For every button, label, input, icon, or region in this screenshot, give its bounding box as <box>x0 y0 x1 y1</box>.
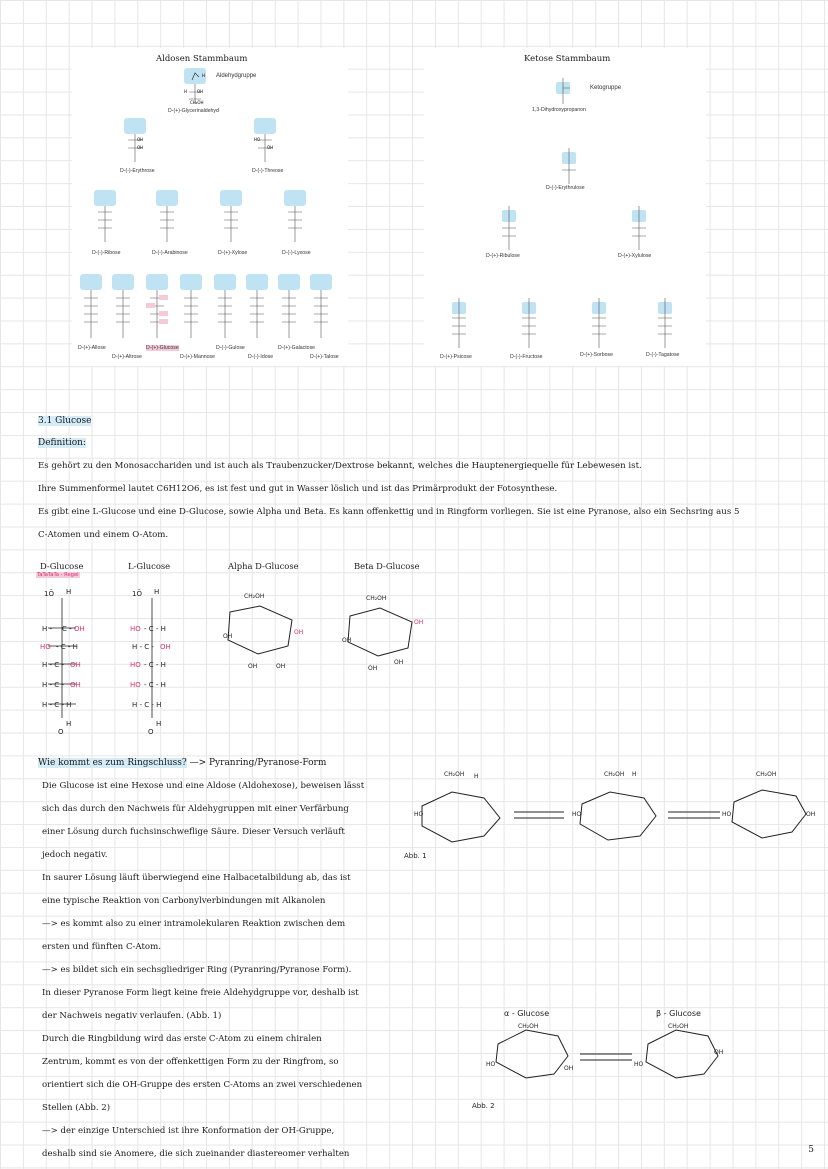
sorbose-label: D-(+)-Sorbose <box>580 352 614 358</box>
ring-text-line: Zentrum, kommt es von der offenkettigen Form zu der Ringfrom, so <box>42 1057 339 1067</box>
svg-text:- C - H: - C - H <box>144 681 166 689</box>
svg-text:OH: OH <box>394 659 404 666</box>
glucose-label: D-(+)-Glucose <box>146 345 179 351</box>
talose-label: D-(+)-Talose <box>310 354 339 360</box>
aldehyde-group-label: Aldehydgruppe <box>216 73 257 79</box>
ring-text-line: —> es kommt also zu einer intramolekularen Reaktion zwischen dem <box>42 919 346 929</box>
alpha-glucose-label: α - Glucose <box>504 1009 550 1018</box>
svg-text:CH₂OH: CH₂OH <box>444 771 465 778</box>
svg-text:- C - H: - C - H <box>56 643 78 651</box>
svg-text:H: H <box>474 773 479 780</box>
glycerinaldehyd-structure <box>184 68 206 105</box>
svg-text:H - C -: H - C - <box>42 661 64 669</box>
svg-text:CH₂OH: CH₂OH <box>244 593 265 600</box>
svg-text:OH: OH <box>70 681 81 689</box>
svg-text:OH: OH <box>276 663 286 670</box>
paragraph-line-3: Es gibt eine L-Glucose und eine D-Glucose, sowie Alpha und Beta. Es kann offenkettig und in Ringform vorliegen. Sie ist eine Pyranose, also ein Sechsring aus 5 <box>38 507 740 517</box>
svg-text:HO: HO <box>130 681 141 689</box>
svg-text:OH: OH <box>294 629 304 636</box>
rule-note: TaTaTaTa - Regel <box>37 572 79 578</box>
svg-text:HO: HO <box>254 137 261 142</box>
svg-text:CH₂OH: CH₂OH <box>756 771 777 778</box>
ring-text-line: —> der einzige Unterschied ist ihre Konformation der OH-Gruppe, <box>42 1126 335 1136</box>
erythrose-label: D-(-)-Erythrose <box>120 168 155 174</box>
svg-text:OH: OH <box>223 633 233 640</box>
svg-text:HO: HO <box>414 811 424 818</box>
svg-text:H - C - H: H - C - H <box>42 701 72 709</box>
svg-text:OH: OH <box>342 637 352 644</box>
ring-text-line: einer Lösung durch fuchsinschweflige Säure. Dieser Versuch verläuft <box>42 827 345 837</box>
svg-text:OH: OH <box>248 663 258 670</box>
ring-text-line: —> es bildet sich ein sechsgliedriger Ring (Pyranring/Pyranose Form). <box>42 965 352 975</box>
ring-text-line: sich das durch den Nachweis für Aldehygruppen mit einer Verfärbung <box>42 804 349 814</box>
svg-text:1Ō: 1Ō <box>44 590 54 598</box>
aldose-tree-diagram <box>72 48 348 366</box>
svg-text:H: H <box>154 588 160 596</box>
svg-text:O: O <box>148 728 154 736</box>
ring-text-line: der Nachweis negativ verlaufen. (Abb. 1) <box>42 1011 222 1021</box>
paragraph-line-4: C-Atomen und einem O-Atom. <box>38 530 169 540</box>
ring-text-line: Die Glucose ist eine Hexose und eine Aldose (Aldohexose), beweisen lässt <box>42 781 365 791</box>
svg-text:H - C -: H - C - <box>132 643 154 651</box>
ring-text-line: Stellen (Abb. 2) <box>42 1103 111 1113</box>
svg-text:OH: OH <box>414 619 424 626</box>
svg-text:CH₂OH: CH₂OH <box>518 1023 539 1030</box>
svg-text:H: H <box>202 73 206 78</box>
paragraph-line-1: Es gehört zu den Monosacchariden und ist auch als Traubenzucker/Dextrose bekannt, welches die Hauptenergiequelle für Lebewesen ist. <box>38 461 642 471</box>
tagatose-label: D-(-)-Tagatose <box>646 352 680 358</box>
hexose-structures <box>80 274 332 338</box>
svg-text:OH: OH <box>70 661 81 669</box>
svg-text:OH: OH <box>714 1049 724 1056</box>
erythrulose-label: D-(-)-Erythrulose <box>546 185 585 191</box>
svg-text:HO: HO <box>572 811 582 818</box>
l-glucose-header: L-Glucose <box>128 561 171 571</box>
ring-text-line: In saurer Lösung läuft überwiegend eine Halbacetalbildung ab, das ist <box>42 873 351 883</box>
abb2-anomers-drawing <box>468 1004 768 1114</box>
svg-text:HO: HO <box>634 1061 644 1068</box>
xylulose-label: D-(+)-Xylulose <box>618 253 652 259</box>
svg-text:OH: OH <box>564 1065 574 1072</box>
ring-text-line: jedoch negativ. <box>42 850 108 860</box>
glucose-structures-drawing <box>30 584 470 744</box>
svg-text:H -: H - <box>42 625 53 633</box>
svg-text:H: H <box>156 720 162 728</box>
svg-text:CH₂OH: CH₂OH <box>604 771 625 778</box>
arabinose-label: D-(-)-Arabinose <box>152 250 188 256</box>
ribulose-label: D-(+)-Ribulose <box>486 253 520 259</box>
ring-text-line: In dieser Pyranose Form liegt keine freie Aldehydgruppe vor, deshalb ist <box>42 988 359 998</box>
aldose-tree-title: Aldosen Stammbaum <box>156 54 248 64</box>
ring-text-line: Durch die Ringbildung wird das erste C-Atom zu einem chiralen <box>42 1034 322 1044</box>
d-glucose-fischer <box>48 598 76 718</box>
fructose-label: D-(-)-Fructose <box>510 354 543 360</box>
altrose-label: D-(+)-Altrose <box>112 354 142 360</box>
ketogroup-label: Ketogruppe <box>590 85 622 91</box>
abb1-label: Abb. 1 <box>404 852 427 860</box>
beta-glucose-label: β - Glucose <box>656 1009 701 1018</box>
definition-label: Definition: <box>38 438 86 448</box>
svg-text:HO: HO <box>130 625 141 633</box>
svg-text:HO: HO <box>486 1061 496 1068</box>
d-glucose-header: D-Glucose <box>40 561 84 571</box>
beta-d-glucose-header: Beta D-Glucose <box>354 561 420 571</box>
ketose-tree-diagram <box>424 48 706 366</box>
svg-text:OH: OH <box>137 137 144 142</box>
alpha-ring <box>228 606 292 654</box>
ketose-tree-card <box>424 48 706 366</box>
erythrose-structure <box>124 118 146 162</box>
svg-text:OH: OH <box>368 665 378 672</box>
glycerinaldehyd-label: D-(+)-Glycerinaldehyd <box>168 108 219 114</box>
svg-text:H: H <box>632 771 637 778</box>
svg-text:HO: HO <box>40 643 51 651</box>
ring-text-line: deshalb sind sie Anomere, die sich zueinander diastereomer verhalten <box>42 1149 350 1159</box>
svg-text:H: H <box>184 89 188 94</box>
psicose-label: D-(+)-Psicose <box>440 354 472 360</box>
svg-text:HO: HO <box>130 661 141 669</box>
ribose-label: D-(-)-Ribose <box>92 250 121 256</box>
ring-text-line: orientiert sich die OH-Gruppe des ersten C-Atoms an zwei verschiedenen <box>42 1080 363 1090</box>
svg-text:H: H <box>66 720 72 728</box>
paragraph-line-2: Ihre Summenformel lautet C6H12O6, es ist fest und gut in Wasser löslich und ist das Primärprodukt der Fotosynthese. <box>38 484 558 494</box>
svg-text:HO: HO <box>722 811 732 818</box>
dihydroxypropanon-label: 1,3-Dihydroxypropanon <box>532 107 586 113</box>
svg-text:OH: OH <box>137 145 144 150</box>
svg-text:OH: OH <box>267 145 274 150</box>
svg-text:CH₂OH: CH₂OH <box>366 595 387 602</box>
beta-ring <box>348 608 412 656</box>
svg-text:1Ō: 1Ō <box>132 590 142 598</box>
threose-label: D-(-)-Threose <box>252 168 284 174</box>
svg-text:- C - H: - C - H <box>144 625 166 633</box>
svg-text:OH: OH <box>160 643 171 651</box>
ring-text-line: ersten und fünften C-Atom. <box>42 942 161 952</box>
ketose-tree-title: Ketose Stammbaum <box>524 54 611 64</box>
aldose-tree-card <box>72 48 348 366</box>
galactose-label: D-(+)-Galactose <box>278 345 316 351</box>
svg-text:C -: C - <box>62 625 72 633</box>
alpha-d-glucose-header: Alpha D-Glucose <box>228 561 299 571</box>
svg-text:- C - H: - C - H <box>144 661 166 669</box>
svg-text:H - C -: H - C - <box>42 681 64 689</box>
lyxose-label: D-(-)-Lyxose <box>282 250 311 256</box>
ring-text-line: eine typische Reaktion von Carbonylverbindungen mit Alkanolen <box>42 896 326 906</box>
svg-text:CH₂OH: CH₂OH <box>668 1023 689 1030</box>
gulose-label: D-(-)-Gulose <box>216 345 245 351</box>
mannose-label: D-(+)-Mannose <box>180 354 216 360</box>
svg-text:H - C - H: H - C - H <box>132 701 162 709</box>
allose-label: D-(+)-Allose <box>78 345 106 351</box>
abb2-label: Abb. 2 <box>472 1102 495 1110</box>
svg-text:OH: OH <box>74 625 85 633</box>
svg-text:CH₂OH: CH₂OH <box>190 100 204 105</box>
page-number: 5 <box>808 1145 814 1155</box>
abb1-ring-formation-drawing <box>404 764 824 864</box>
pentose-structures <box>94 190 306 242</box>
svg-text:H: H <box>66 588 72 596</box>
svg-text:OH: OH <box>197 89 204 94</box>
threose-structure <box>254 118 276 162</box>
ring-closure-question: Wie kommt es zum Ringschluss? —> Pyranring/Pyranose-Form <box>38 758 327 768</box>
idose-label: D-(-)-Idose <box>248 354 274 360</box>
svg-text:O: O <box>58 728 64 736</box>
svg-text:OH: OH <box>806 811 816 818</box>
section-heading: 3.1 Glucose <box>38 416 92 426</box>
xylose-label: D-(+)-Xylose <box>218 250 248 256</box>
